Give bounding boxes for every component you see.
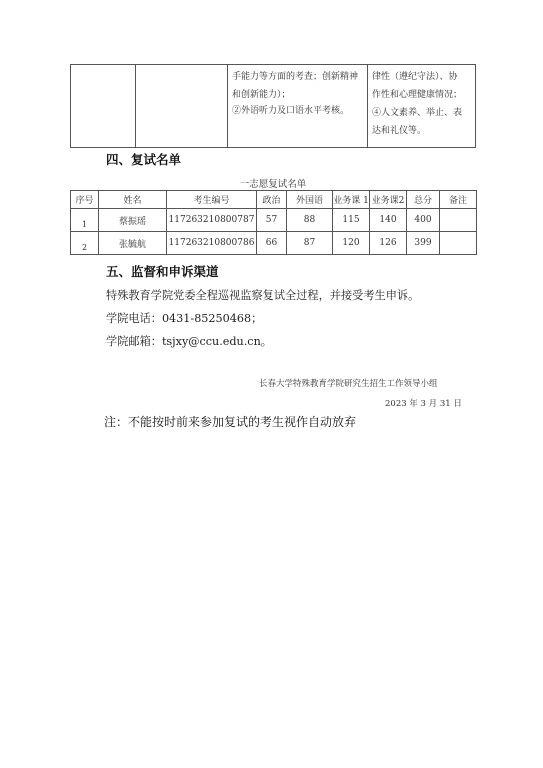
absence-note: 注：不能按时前来参加复试的考生视作自动放弃 (104, 415, 357, 429)
requirements-cell-3 (232, 69, 364, 121)
section-5-title: 五、监督和申诉渠道 (106, 264, 219, 279)
signing-date: 2023 年 3 月 31 日 (385, 399, 462, 409)
signing-organization: 长春大学特殊教育学院研究生招生工作领导小组 (259, 379, 438, 389)
cell-line: 和创新能力）； (232, 90, 291, 100)
table-cell: 120 (333, 232, 370, 255)
roster-caption: 一志愿复试名单 (239, 179, 307, 190)
cell-line: ④人文素养、举止、表 (372, 108, 463, 118)
header-cell: 备注 (440, 191, 477, 209)
cell-line: 作性和心理健康情况； (372, 90, 463, 100)
table-cell: 1 (71, 209, 99, 232)
table-cell: 蔡振瑶 (99, 209, 167, 232)
table-row (71, 209, 477, 232)
table-header-row (71, 191, 477, 209)
requirements-table (70, 64, 476, 148)
table-cell: 140 (370, 209, 407, 232)
header-cell: 业务课2 (370, 191, 407, 209)
header-cell: 考生编号 (167, 191, 257, 209)
header-cell: 政治 (257, 191, 287, 209)
table-cell: 400 (407, 209, 440, 232)
header-cell: 外国语 (287, 191, 333, 209)
college-email: 学院邮箱：tsjxy@ccu.edu.cn。 (106, 335, 272, 348)
header-cell: 序号 (71, 191, 99, 209)
cell-line: ②外语听力及口语水平考核。 (232, 106, 350, 116)
header-cell: 业务课 1 (333, 191, 370, 209)
college-phone: 学院电话：0431-85250468； (106, 312, 263, 325)
cell-line: 达和礼仪等。 (372, 126, 427, 136)
table-cell: 126 (370, 232, 407, 255)
table-row (71, 232, 477, 255)
section-4-title: 四、复试名单 (106, 152, 182, 167)
cell-line: 律性（遵纪守法）、协 (372, 72, 458, 82)
cell-line: 手能力等方面的考查；创新精神 (232, 72, 359, 82)
table-cell: 117263210800786 (167, 232, 257, 255)
table-cell: 57 (257, 209, 287, 232)
supervision-statement: 特殊教育学院党委全程巡视监察复试全过程，并接受考生申诉。 (106, 289, 420, 302)
table-cell (440, 232, 477, 255)
header-cell: 总分 (407, 191, 440, 209)
table-cell: 张毓航 (99, 232, 167, 255)
table-cell: 87 (287, 232, 333, 255)
requirements-cell-4 (372, 69, 474, 141)
table-cell: 117263210800787 (167, 209, 257, 232)
table-cell (440, 209, 477, 232)
table-cell: 88 (287, 209, 333, 232)
table-divider (227, 65, 228, 147)
table-cell: 115 (333, 209, 370, 232)
table-divider (135, 65, 136, 147)
table-divider (367, 65, 368, 147)
table-cell: 399 (407, 232, 440, 255)
table-cell: 2 (71, 232, 99, 255)
header-cell: 姓名 (99, 191, 167, 209)
retest-roster-table (70, 190, 477, 255)
table-cell: 66 (257, 232, 287, 255)
